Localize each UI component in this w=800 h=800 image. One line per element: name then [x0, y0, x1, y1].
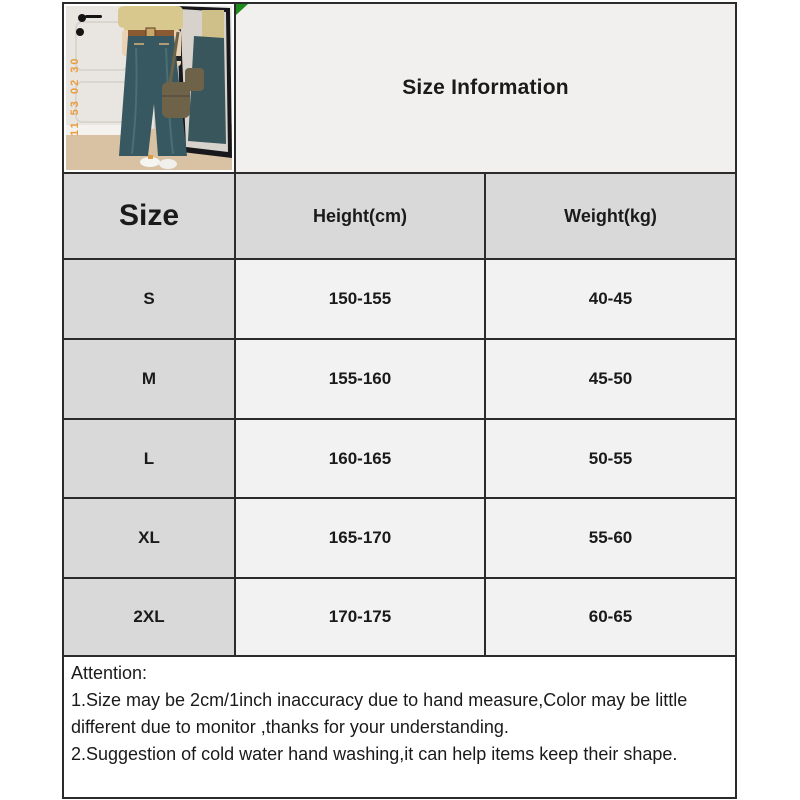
size-cell: 2XL [64, 579, 236, 655]
size-cell: M [64, 340, 236, 418]
green-corner-marker-icon [236, 4, 248, 15]
height-cell: 160-165 [236, 420, 486, 497]
attention-note [64, 657, 735, 797]
attention-item: 1.Size may be 2cm/1inch inaccuracy due to hand measure,Color may be little different due to monitor ,thanks for your understanding. [71, 690, 688, 737]
size-chart [62, 2, 737, 799]
column-header-weight: Weight(kg) [486, 174, 735, 258]
attention-item: 2.Suggestion of cold water hand washing,it can help items keep their shape. [71, 744, 678, 764]
height-cell: 150-155 [236, 260, 486, 338]
sneaker [159, 159, 177, 169]
table-row [64, 420, 735, 499]
weight-cell: 45-50 [486, 340, 735, 418]
watermark-text: 11 53 02 30 [69, 56, 81, 136]
weight-cell: 55-60 [486, 499, 735, 577]
title-cell [236, 4, 735, 172]
size-cell: S [64, 260, 236, 338]
size-cell: L [64, 420, 236, 497]
table-row [64, 260, 735, 340]
height-cell: 170-175 [236, 579, 486, 655]
attention-heading: Attention: [71, 663, 148, 683]
table-header-row [64, 174, 735, 260]
weight-cell: 40-45 [486, 260, 735, 338]
weight-cell: 50-55 [486, 420, 735, 497]
table-row [64, 579, 735, 657]
weight-cell: 60-65 [486, 579, 735, 655]
column-header-height: Height(cm) [236, 174, 486, 258]
column-header-size: Size [64, 174, 236, 258]
table-row [64, 499, 735, 579]
table-row [64, 340, 735, 420]
page-title: Size Information [402, 76, 569, 99]
photo-cell [64, 4, 236, 172]
height-cell: 155-160 [236, 340, 486, 418]
top-banner [64, 4, 735, 174]
size-cell: XL [64, 499, 236, 577]
height-cell: 165-170 [236, 499, 486, 577]
product-photo [66, 6, 232, 170]
